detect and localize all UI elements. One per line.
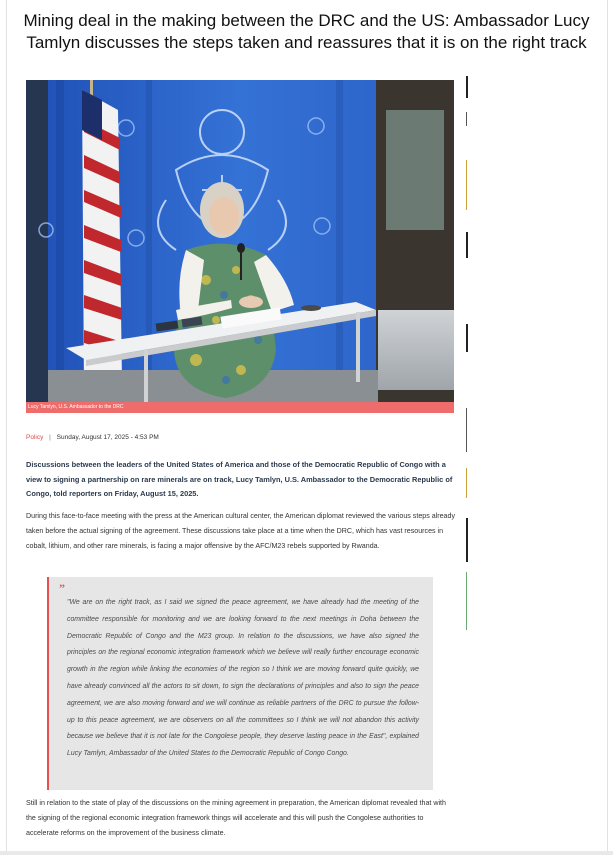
quote-text: "We are on the right track, as I said we signed the peace agreement, we have already had the meeting of the committee responsible for monitoring and we are looking forward to the next meetings in Doha between the Democratic Republic of Congo and the M23 group. In relation to the discussions, we have also signed the principles on the regional economic integration framework which we believe will really further encourage economic growth in the region while linking the economies of the region so I think we are moving forward quite quickly, we have already convinced all the actors to sit down, to sign the declarations of principles and also to sign the peace agreement, we are also moving forward and we will continue as reliable partners of the DRC to pursue the follow-up to this peace agreement, we are observers on all the committees so I think we will not abandon this activity because we believe that it is not late for the Congolese people, they deserve lasting peace in the East", explained Lucy Tamlyn, Ambassador of the United States to the Democratic Republic of Congo Congo. xyxy=(67,599,419,758)
image-caption: Lucy Tamlyn, U.S. Ambassador to the DRC xyxy=(28,404,124,410)
neighbor-column-edge xyxy=(466,518,468,562)
article-paragraph: During this face-to-face meeting with the press at the American cultural center, the American diplomat reviewed the various steps already taken before the actual signing of the agreement. These discussions take place at a time when the DRC, which has vast resources in cobalt, lithium, and other rare minerals, is facing a major offensive by the AFC/M23 rebels supported by Rwanda. xyxy=(26,512,455,550)
neighbor-column-edge xyxy=(466,324,468,352)
image-caption-bar xyxy=(26,402,454,413)
neighbor-column-edge xyxy=(466,468,467,498)
neighbor-column-edge xyxy=(466,160,467,210)
quote-icon: ” xyxy=(59,581,65,595)
article-meta xyxy=(26,434,159,441)
neighbor-column-edge xyxy=(466,408,467,452)
neighbor-column-edge xyxy=(466,112,467,126)
press-conference-photo xyxy=(26,80,454,413)
meta-separator: | xyxy=(49,434,51,441)
neighbor-column-edge xyxy=(466,572,467,630)
page-bottom-divider xyxy=(0,851,613,855)
neighbor-column-edge xyxy=(466,76,468,98)
category-link[interactable]: Policy xyxy=(26,434,44,441)
article-lead: Discussions between the leaders of the United States of America and those of the Democratic Republic of Congo with a view to signing a partnership on rare minerals are on track, Lucy Tamlyn, U.S. Ambassador to the Democratic Republic of Congo, told reporters on Friday, August 15, 2025. xyxy=(26,460,453,498)
publish-date: Sunday, August 17, 2025 - 4:53 PM xyxy=(56,434,159,441)
blockquote xyxy=(47,577,433,790)
article-title: Mining deal in the making between the DRC and the US: Ambassador Lucy Tamlyn discusses the steps taken and reassures that it is on the right track xyxy=(23,11,590,52)
article-paragraph: Still in relation to the state of play of the discussions on the mining agreement in preparation, the American diplomat revealed that with the signing of the regional economic integration framework things will accelerate and this will push the Congolese authorities to accelerate reforms on the improvement of the business climate. xyxy=(26,799,446,837)
article-hero-image xyxy=(26,80,454,413)
neighbor-column-edge xyxy=(466,232,468,258)
